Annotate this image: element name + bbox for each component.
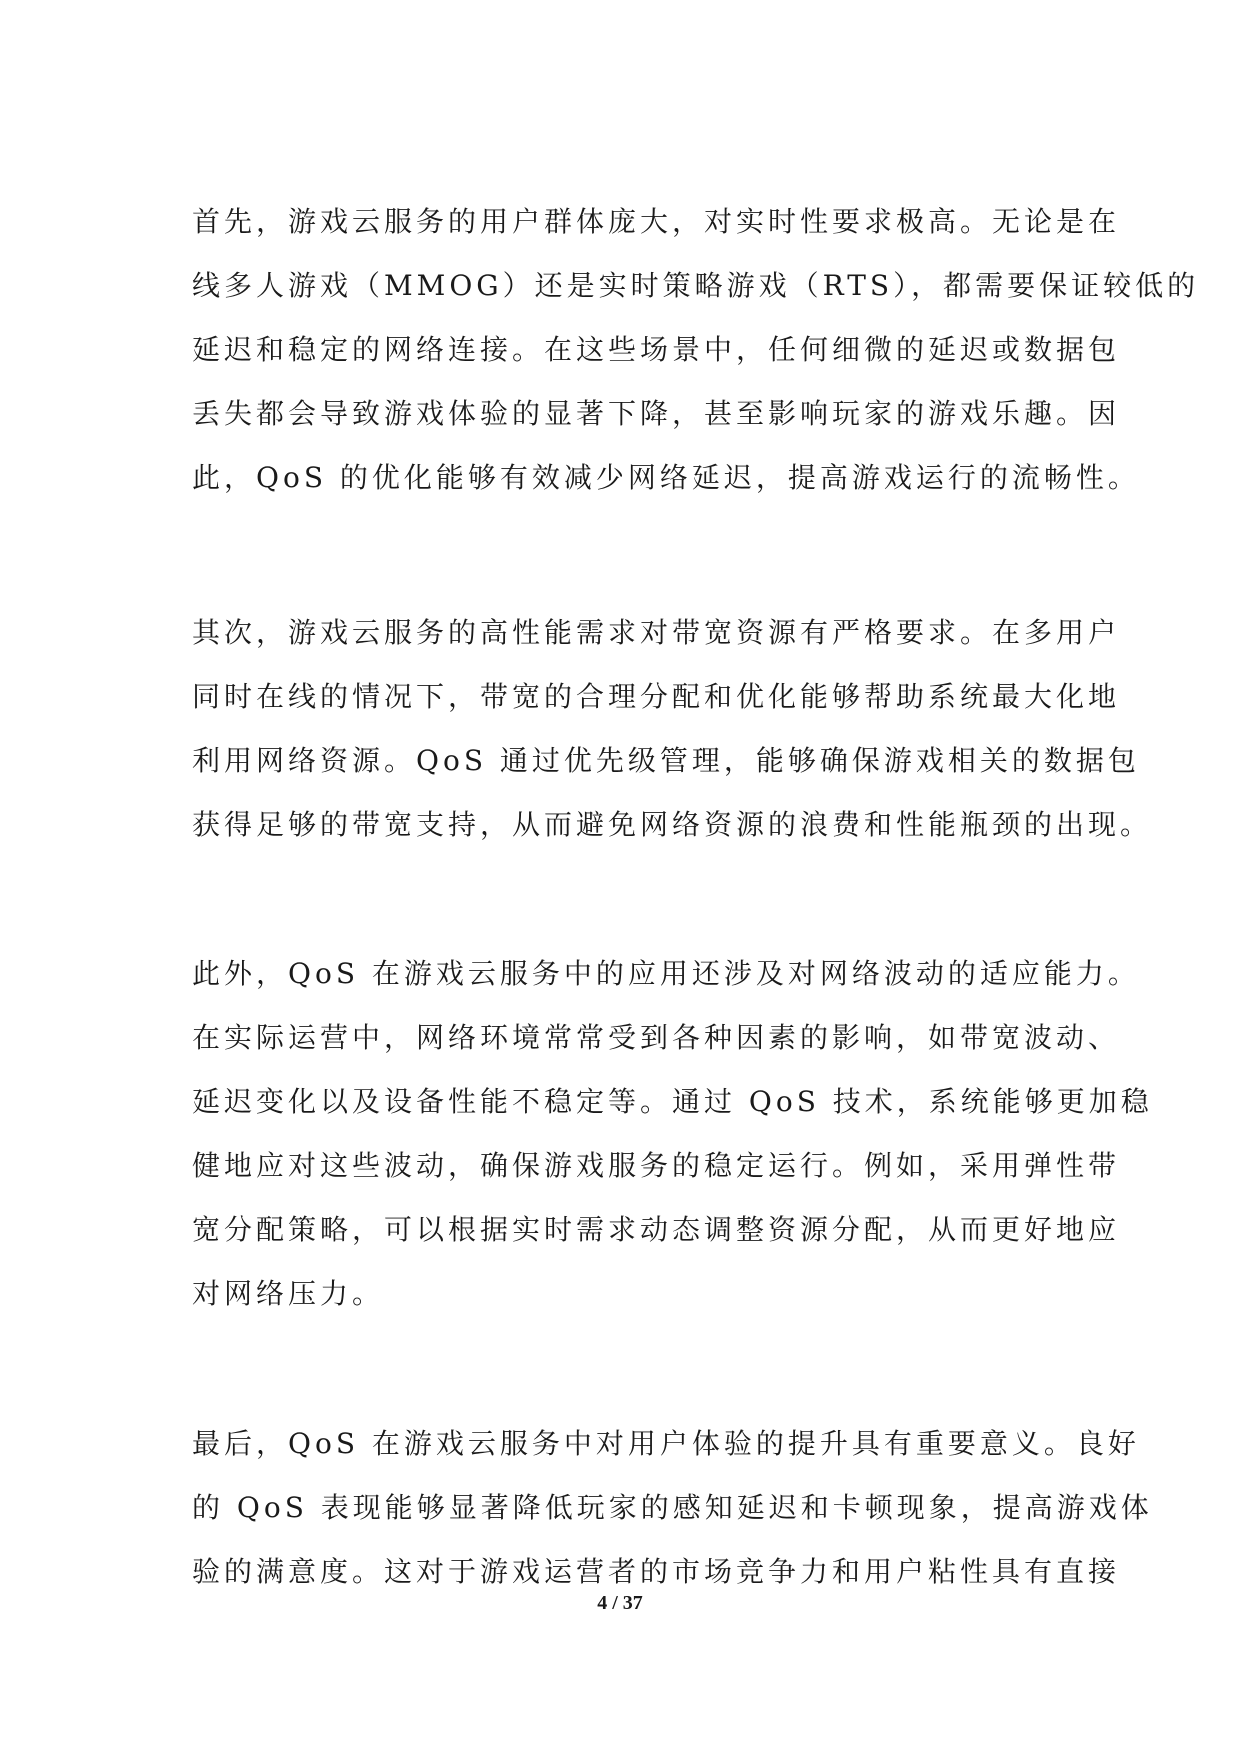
text-line: 利用网络资源。QoS 通过优先级管理，能够确保游戏相关的数据包 [192,744,1140,777]
text-line: 同时在线的情况下，带宽的合理分配和优化能够帮助系统最大化地 [192,680,1121,713]
paragraph-2 [192,601,1153,857]
paragraph-1 [192,190,1200,510]
text-line: 此外，QoS 在游戏云服务中的应用还涉及对网络波动的适应能力。 [192,957,1140,990]
page-number: 4 / 37 [597,1592,643,1614]
text-line: 线多人游戏（MMOG）还是实时策略游戏（RTS），都需要保证较低的 [192,269,1200,302]
text-line: 首先，游戏云服务的用户群体庞大，对实时性要求极高。无论是在 [192,205,1121,238]
text-line: 最后，QoS 在游戏云服务中对用户体验的提升具有重要意义。良好 [192,1427,1140,1460]
text-line: 宽分配策略，可以根据实时需求动态调整资源分配，从而更好地应 [192,1213,1121,1246]
text-line: 延迟变化以及设备性能不稳定等。通过 QoS 技术，系统能够更加稳 [192,1085,1153,1118]
text-line: 获得足够的带宽支持，从而避免网络资源的浪费和性能瓶颈的出现。 [192,808,1153,841]
text-line: 健地应对这些波动，确保游戏服务的稳定运行。例如，采用弹性带 [192,1149,1121,1182]
text-line: 延迟和稳定的网络连接。在这些场景中，任何细微的延迟或数据包 [192,333,1121,366]
text-line: 其次，游戏云服务的高性能需求对带宽资源有严格要求。在多用户 [192,616,1121,649]
paragraph-3 [192,942,1153,1326]
paragraph-4 [192,1412,1153,1604]
text-line: 此，QoS 的优化能够有效减少网络延迟，提高游戏运行的流畅性。 [192,461,1140,494]
text-line: 验的满意度。这对于游戏运营者的市场竞争力和用户粘性具有直接 [192,1555,1121,1588]
text-line: 丢失都会导致游戏体验的显著下降，甚至影响玩家的游戏乐趣。因 [192,397,1121,430]
text-line: 对网络压力。 [192,1277,385,1310]
text-line: 在实际运营中，网络环境常常受到各种因素的影响，如带宽波动、 [192,1021,1121,1054]
text-line: 的 QoS 表现能够显著降低玩家的感知延迟和卡顿现象，提高游戏体 [192,1491,1153,1524]
